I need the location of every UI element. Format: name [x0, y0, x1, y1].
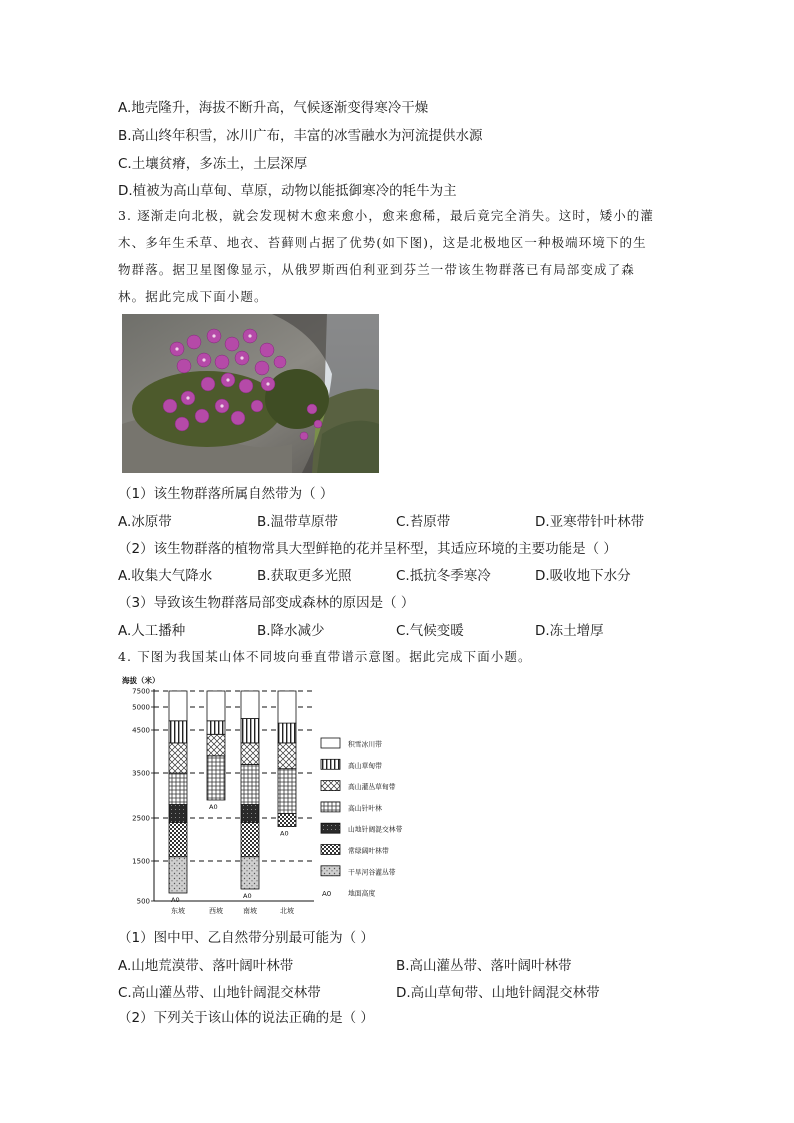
option-c: C.高山灌丛带、山地针阔混交林带: [118, 985, 321, 1001]
ground-marker-label: A0: [280, 829, 289, 838]
y-tick-label: 500: [136, 897, 150, 906]
legend-swatch: [321, 759, 340, 769]
legend-marker: A0: [322, 890, 332, 899]
legend-swatch: [321, 866, 340, 876]
ground-marker-label: A0: [243, 892, 252, 900]
x-tick-label: 南坡: [243, 907, 257, 915]
bar-segment: [278, 743, 296, 769]
bar-segment: [278, 691, 296, 723]
q3-sub3: （3）导致该生物群落局部变成森林的原因是（ ）: [118, 595, 415, 611]
q3-stem-line-3: 物群落。据卫星图像显示，从俄罗斯西伯利亚到芬兰一带该生物群落已有局部变成了森: [118, 262, 635, 277]
legend-label: 山地针阔混交林带: [348, 825, 403, 834]
q3-sub2-options: [118, 564, 678, 582]
q4-sub1-options-row2: [118, 981, 678, 999]
bar-segment: [169, 822, 187, 856]
bar-segment: [241, 743, 259, 765]
bar-segment: [207, 721, 225, 735]
y-tick-label: 3500: [132, 769, 150, 778]
bar-segment: [169, 773, 187, 805]
q3-sub3-options: [118, 619, 678, 637]
q3-stem-line-4: 林。据此完成下面小题。: [118, 289, 268, 304]
ground-marker-label: A0: [171, 896, 180, 904]
option-d: D.冻土增厚: [535, 623, 604, 639]
q3-stem-line-2: 木、多年生禾草、地衣、苔藓则占据了优势(如下图)，这是北极地区一种极端环境下的生: [118, 235, 647, 250]
option-a: A.冰原带: [118, 514, 172, 530]
bar-segment: [169, 743, 187, 773]
legend-swatch: [321, 781, 340, 791]
option-a: A.人工播种: [118, 623, 186, 639]
option-d: D.亚寒带针叶林带: [535, 514, 645, 530]
option-a: A.收集大气降水: [118, 568, 213, 584]
option-b: B.温带草原带: [257, 514, 339, 530]
y-axis-label: 海拔（米）: [122, 676, 160, 685]
option-a: A.地壳隆升，海拔不断升高，气候逐渐变得寒冷干燥: [118, 100, 429, 116]
legend-swatch: [321, 845, 340, 855]
legend-swatch: [321, 802, 340, 812]
bar-segment: [207, 734, 225, 756]
legend-label: 地面高度: [348, 889, 376, 898]
bar-segment: [207, 756, 225, 800]
q4-sub1: （1）图中甲、乙自然带分别最可能为（ ）: [118, 930, 374, 946]
q3-sub2: （2）该生物群落的植物常具大型鲜艳的花并呈杯型，其适应环境的主要功能是（ ）: [118, 541, 617, 557]
bar-segment: [241, 691, 259, 719]
bar-segment: [241, 822, 259, 856]
legend-label: 高山灌丛草甸带: [348, 783, 396, 792]
q4-sub1-options-row1: [118, 954, 678, 972]
y-tick-label: 2500: [132, 814, 150, 823]
legend-label: 高山草甸带: [348, 761, 382, 770]
option-c: C.土壤贫瘠，多冻土，土层深厚: [118, 156, 308, 172]
y-tick-label: 5000: [132, 703, 150, 712]
q3-sub1: （1）该生物群落所属自然带为（ ）: [118, 486, 334, 502]
bar-segment: [241, 764, 259, 804]
q3-stem-line-1: 3. 逐渐走向北极，就会发现树木愈来愈小，愈来愈稀，最后竟完全消失。这时，矮小的灌: [118, 208, 655, 223]
y-tick-label: 1500: [132, 857, 150, 866]
vertical-zonation-chart: [118, 672, 418, 918]
bar-segment: [169, 691, 187, 721]
option-c: C.抵抗冬季寒冷: [396, 568, 491, 584]
bar-segment: [278, 723, 296, 743]
q4-stem: 4. 下图为我国某山体不同坡向垂直带谱示意图。据此完成下面小题。: [118, 649, 532, 664]
bar-segment: [169, 721, 187, 743]
option-d: D.高山草甸带、山地针阔混交林带: [396, 985, 600, 1001]
option-b: B.高山灌丛带、落叶阔叶林带: [396, 958, 572, 974]
x-tick-label: 东坡: [171, 907, 185, 915]
option-c: C.苔原带: [396, 514, 451, 530]
bar-segment: [241, 805, 259, 823]
q3-sub1-options: [118, 510, 678, 528]
option-d: D.吸收地下水分: [535, 568, 631, 584]
legend-label: 常绿阔叶林带: [348, 847, 389, 855]
bar-segment: [169, 857, 187, 893]
option-a: A.山地荒漠带、落叶阔叶林带: [118, 958, 294, 974]
option-d: D.植被为高山草甸、草原，动物以能抵御寒冷的牦牛为主: [118, 183, 457, 199]
bar-segment: [241, 719, 259, 743]
legend-label: 积雪冰川带: [348, 740, 382, 749]
bar-segment: [241, 857, 259, 889]
arctic-flower-photo: [122, 314, 379, 473]
y-tick-label: 4500: [132, 726, 150, 735]
bar-segment: [169, 805, 187, 823]
x-tick-label: 北坡: [280, 907, 294, 915]
legend-swatch: [321, 823, 340, 833]
option-b: B.降水减少: [257, 623, 325, 639]
legend-swatch: [321, 738, 340, 748]
bar-segment: [278, 769, 296, 814]
option-b: B.高山终年积雪，冰川广布，丰富的冰雪融水为河流提供水源: [118, 128, 483, 144]
q4-sub2: （2）下列关于该山体的说法正确的是（ ）: [118, 1010, 374, 1026]
option-c: C.气候变暖: [396, 623, 464, 639]
legend-label: 高山针叶林: [348, 804, 382, 813]
x-tick-label: 西坡: [209, 907, 223, 915]
option-b: B.获取更多光照: [257, 568, 352, 584]
ground-marker-label: A0: [209, 803, 218, 811]
bar-segment: [278, 814, 296, 827]
bar-segment: [207, 691, 225, 721]
y-tick-label: 7500: [132, 687, 150, 696]
legend-label: 干旱河谷灌丛带: [348, 868, 396, 877]
